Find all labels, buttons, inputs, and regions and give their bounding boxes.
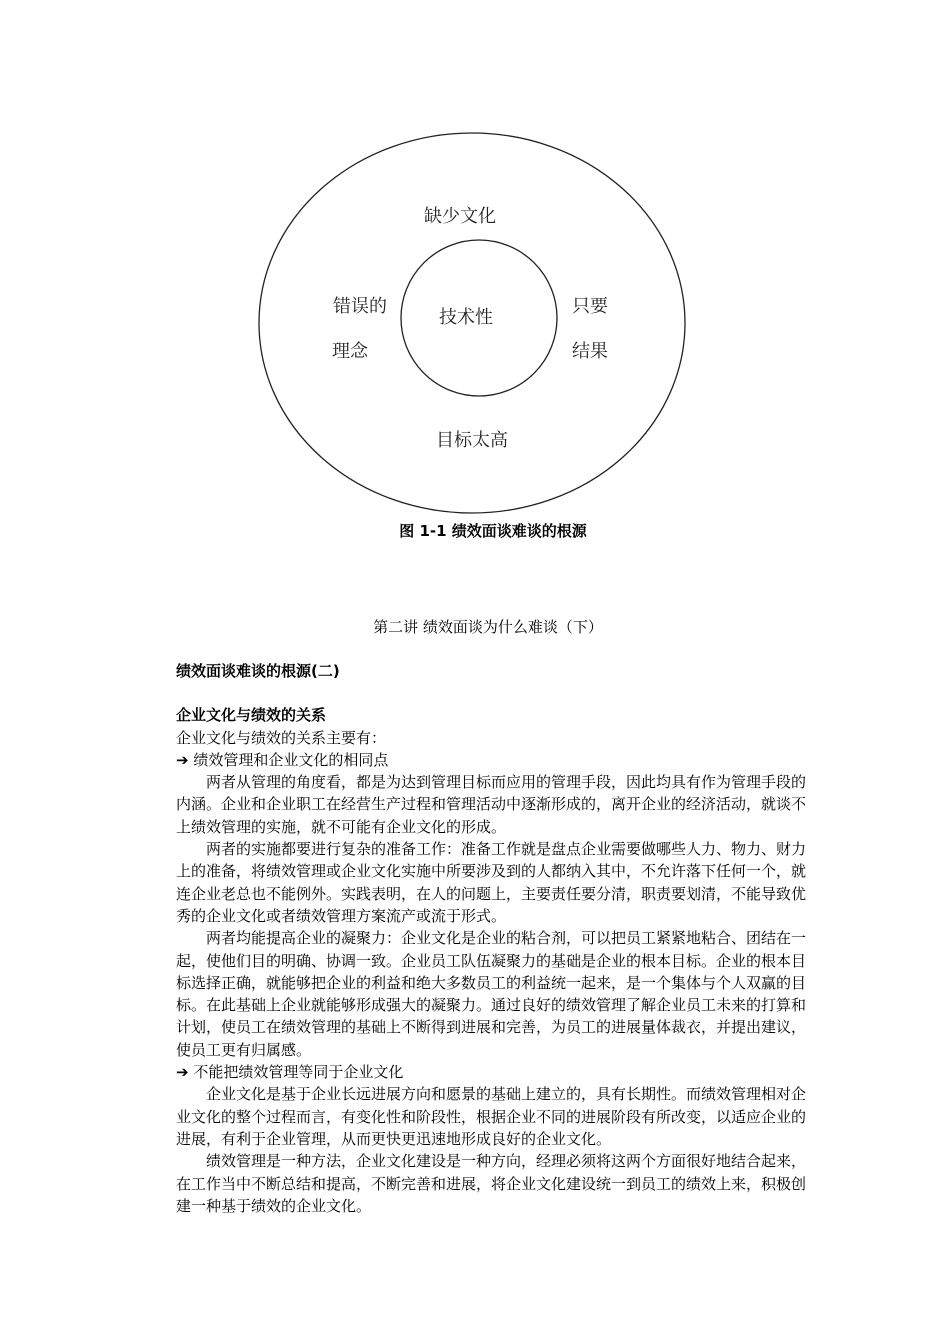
point1-paragraph: 两者均能提高企业的凝聚力：企业文化是企业的粘合剂，可以把员工紧紧地粘合、团结在一起，使他们目的明确、协调一致。企业员工队伍凝聚力的基础是企业的根本目标。企业的根本目标选择正确，就能够把企业的利益和绝大多数员工的利益统一起来，是一个集体与个人双赢的目标。在此基础上企业就能够形成强大的凝聚力。通过良好的绩效管理了解企业员工未来的打算和计划，使员工在绩效管理的基础上不断得到进展和完善，为员工的进展量体裁衣，并提出建议，使员工更有归属感。 <box>176 929 807 1059</box>
point1-title-line <box>176 749 816 771</box>
root-cause-diagram <box>0 0 950 520</box>
label-technical: 技术性 <box>439 307 493 328</box>
article-body <box>176 660 816 1217</box>
point2-paragraph: 企业文化是基于企业长远进展方向和愿景的基础上建立的，具有长期性。而绩效管理相对企业文化的整个过程而言，有变化性和阶段性，根据企业不同的进展阶段有所改变，以适应企业的进展，有利于企业管理，从而更快更迅速地形成良好的企业文化。 <box>176 1085 807 1148</box>
section-heading: 绩效面谈难谈的根源(二) <box>176 662 340 680</box>
subheading: 企业文化与绩效的关系 <box>176 706 327 725</box>
figure-caption: 图 1-1 绩效面谈难谈的根源 <box>399 522 587 540</box>
label-only-results-2: 结果 <box>572 341 608 362</box>
point1-paragraph: 两者的实施都要进行复杂的准备工作：准备工作就是盘点企业需要做哪些人力、物力、财力上的准备，将绩效管理或企业文化实施中所要涉及到的人都纳入其中，不允许落下任何一个，就连企业老总也不能例外。实践表明，在人的问题上，主要责任要分清，职责要划清，不能导致优秀的企业文化或者绩效管理方案流产或流于形式。 <box>176 840 807 925</box>
arrow-icon: ➔ <box>176 750 189 769</box>
lecture-title: 第二讲 绩效面谈为什么难谈（下） <box>373 618 603 636</box>
label-wrong-concept-1: 错误的 <box>333 296 387 317</box>
label-goal-too-high: 目标太高 <box>436 430 508 451</box>
label-lack-culture: 缺少文化 <box>424 206 496 227</box>
arrow-icon: ➔ <box>176 1063 189 1082</box>
point1-title: 绩效管理和企业文化的相同点 <box>193 750 389 769</box>
point2-title: 不能把绩效管理等同于企业文化 <box>193 1063 404 1082</box>
point1-paragraph: 两者从管理的角度看，都是为达到管理目标而应用的管理手段，因此均具有作为管理手段的内涵。企业和企业职工在经营生产过程和管理活动中逐渐形成的，离开企业的经济活动，就谈不上绩效管理的实施，就不可能有企业文化的形成。 <box>176 773 807 836</box>
point2-paragraph: 绩效管理是一种方法，企业文化建设是一种方向，经理必须将这两个方面很好地结合起来，在工作当中不断总结和提高，不断完善和进展，将企业文化建设统一到员工的绩效上来，积极创建一种基于绩效的企业文化。 <box>176 1152 807 1215</box>
intro-text: 企业文化与绩效的关系主要有： <box>176 728 387 747</box>
label-only-results-1: 只要 <box>572 296 608 317</box>
point2-title-line <box>176 1061 816 1083</box>
label-wrong-concept-2: 理念 <box>332 341 368 362</box>
